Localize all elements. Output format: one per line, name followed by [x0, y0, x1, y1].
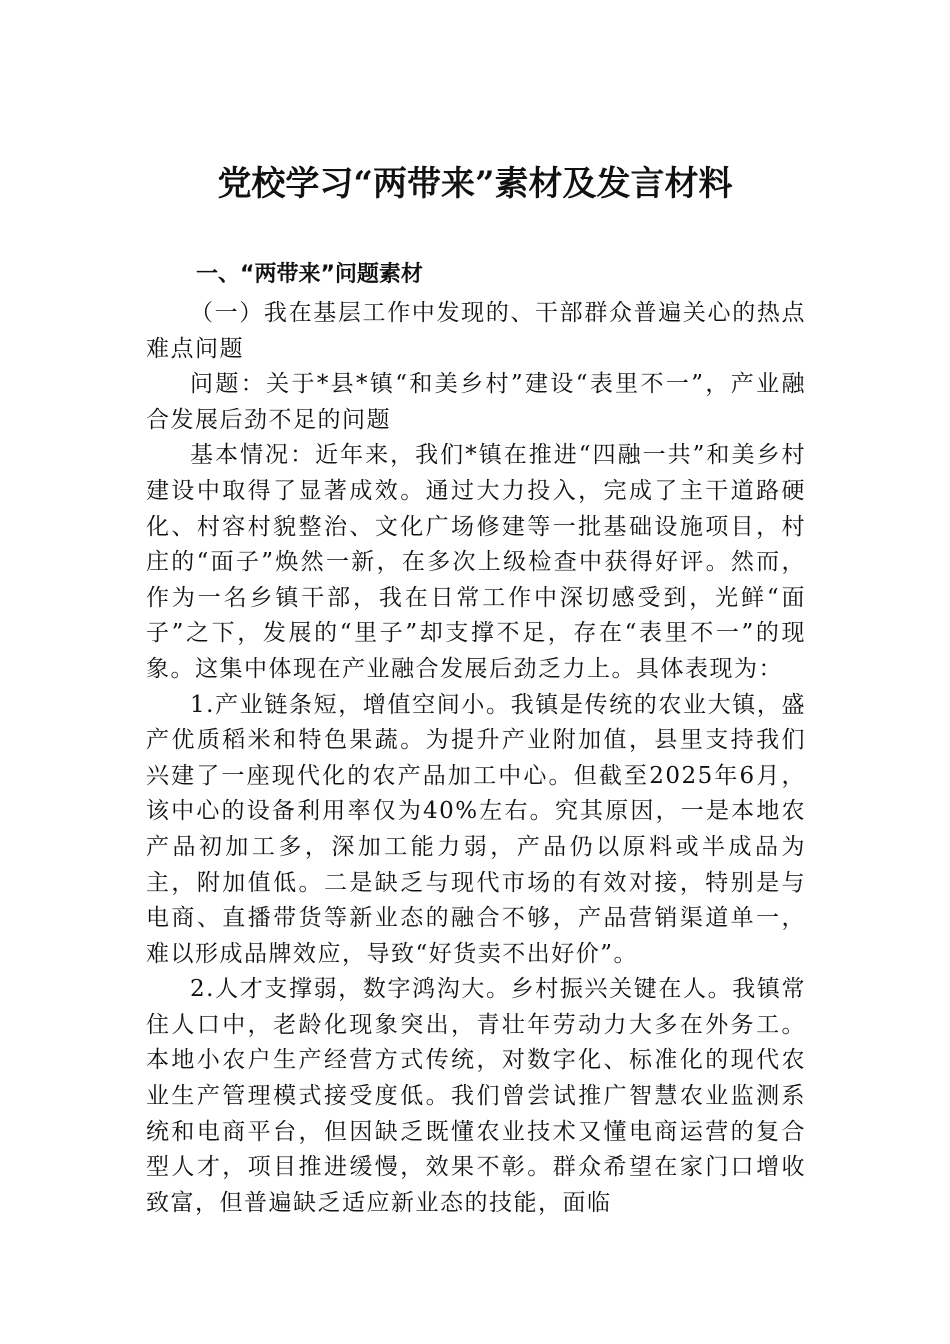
- subsection-heading: （一）我在基层工作中发现的、干部群众普遍关心的热点难点问题: [146, 300, 806, 362]
- section-heading: 一、“两带来”问题素材: [196, 262, 423, 287]
- point-1-paragraph: 1.产业链条短，增值空间小。我镇是传统的农业大镇，盛产优质稻米和特色果蔬。为提升产业附加值，县里支持我们兴建了一座现代化的农产品加工中心。但截至2025年6月，该中心的设备利用率仅为40%左右。究其原因，一是本地农产品初加工多，深加工能力弱，产品仍以原料或半成品为主，附加值低。二是缺乏与现代市场的有效对接，特别是与电商、直播带货等新业态的融合不够，产品营销渠道单一，难以形成品牌效应，导致“好货卖不出好价”。: [146, 691, 806, 967]
- point-2-paragraph: 2.人才支撑弱，数字鸿沟大。乡村振兴关键在人。我镇常住人口中，老龄化现象突出，青壮年劳动力大多在外务工。本地小农户生产经营方式传统，对数字化、标准化的现代农业生产管理模式接受度低。我们曾尝试推广智慧农业监测系统和电商平台，但因缺乏既懂农业技术又懂电商运营的复合型人才，项目推进缓慢，效果不彰。群众希望在家门口增收致富，但普遍缺乏适应新业态的技能，面临: [146, 976, 806, 1216]
- document-title: 党校学习“两带来”素材及发言材料: [217, 164, 733, 204]
- basic-situation-paragraph: 基本情况：近年来，我们*镇在推进“四融一共”和美乡村建设中取得了显著成效。通过大力投入，完成了主干道路硬化、村容村貌整治、文化广场修建等一批基础设施项目，村庄的“面子”焕然一新，在多次上级检查中获得好评。然而，作为一名乡镇干部，我在日常工作中深切感受到，光鲜“面子”之下，发展的“里子”却支撑不足，存在“表里不一”的现象。这集中体现在产业融合发展后劲乏力上。具体表现为：: [146, 442, 806, 682]
- document-body: [146, 253, 806, 1221]
- problem-paragraph: 问题：关于*县*镇“和美乡村”建设“表里不一”，产业融合发展后劲不足的问题: [146, 371, 806, 433]
